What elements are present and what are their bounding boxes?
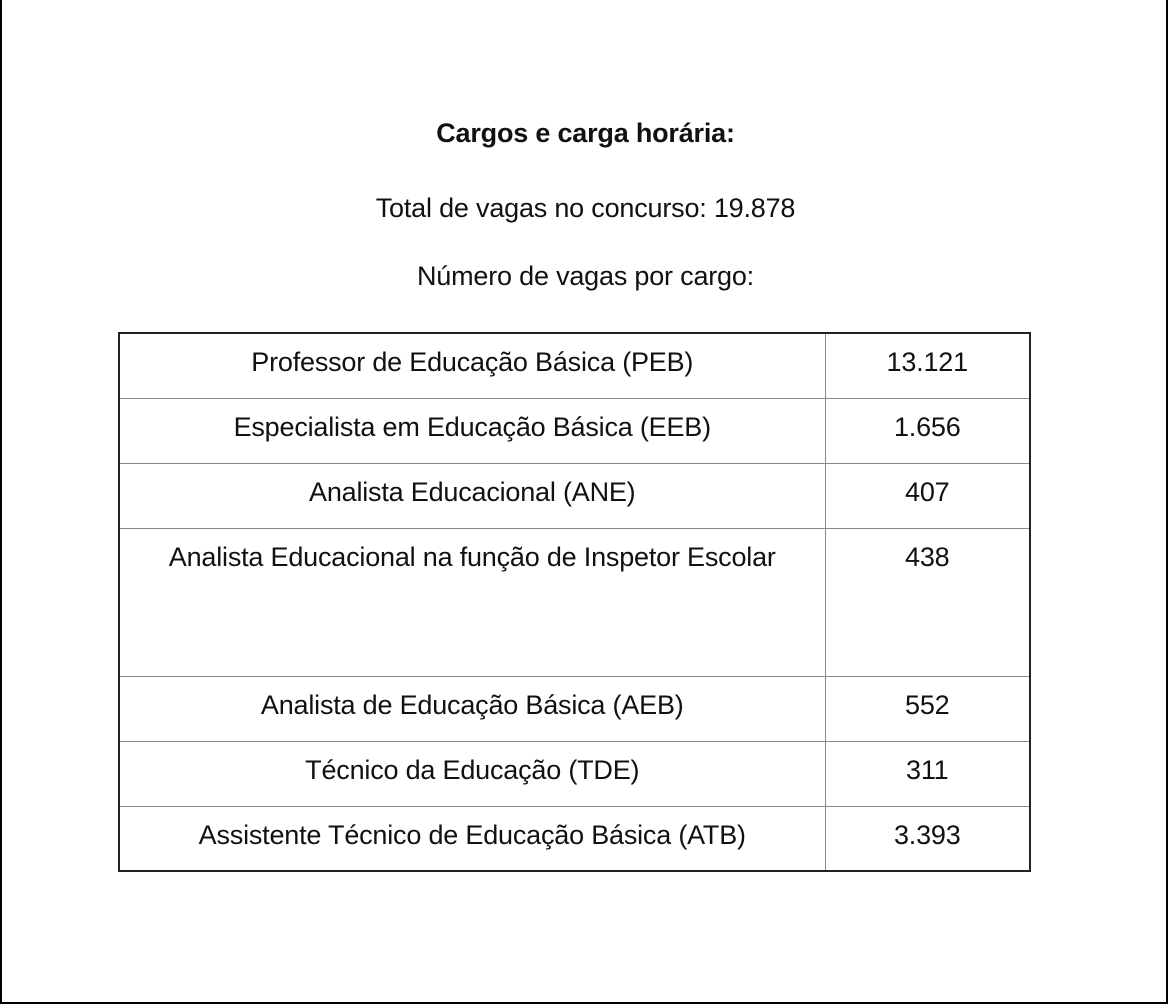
vacancies-table: [118, 332, 1031, 872]
vacancy-count-cell: 407: [825, 463, 1030, 528]
vacancy-count-cell: 13.121: [825, 333, 1030, 398]
vacancies-per-role-line: Número de vagas por cargo:: [417, 261, 754, 291]
role-cell: Especialista em Educação Básica (EEB): [119, 398, 825, 463]
table-row: [119, 528, 1030, 676]
total-vacancies-line: Total de vagas no concurso: 19.878: [375, 193, 796, 223]
section-heading: Cargos e carga horária:: [436, 118, 735, 148]
vacancy-count-cell: 552: [825, 676, 1030, 741]
table-row: [119, 463, 1030, 528]
table-row: [119, 741, 1030, 806]
role-cell: Analista Educacional na função de Inspetor Escolar: [119, 528, 825, 676]
table-row: [119, 333, 1030, 398]
table-row: [119, 676, 1030, 741]
vacancy-count-cell: 311: [825, 741, 1030, 806]
table-row: [119, 398, 1030, 463]
vacancy-count-cell: 1.656: [825, 398, 1030, 463]
role-cell: Professor de Educação Básica (PEB): [119, 333, 825, 398]
role-cell: Técnico da Educação (TDE): [119, 741, 825, 806]
role-cell: Assistente Técnico de Educação Básica (ATB): [119, 806, 825, 871]
vacancy-count-cell: 3.393: [825, 806, 1030, 871]
role-cell: Analista Educacional (ANE): [119, 463, 825, 528]
role-cell: Analista de Educação Básica (AEB): [119, 676, 825, 741]
vacancy-count-cell: 438: [825, 528, 1030, 676]
table-row: [119, 806, 1030, 871]
